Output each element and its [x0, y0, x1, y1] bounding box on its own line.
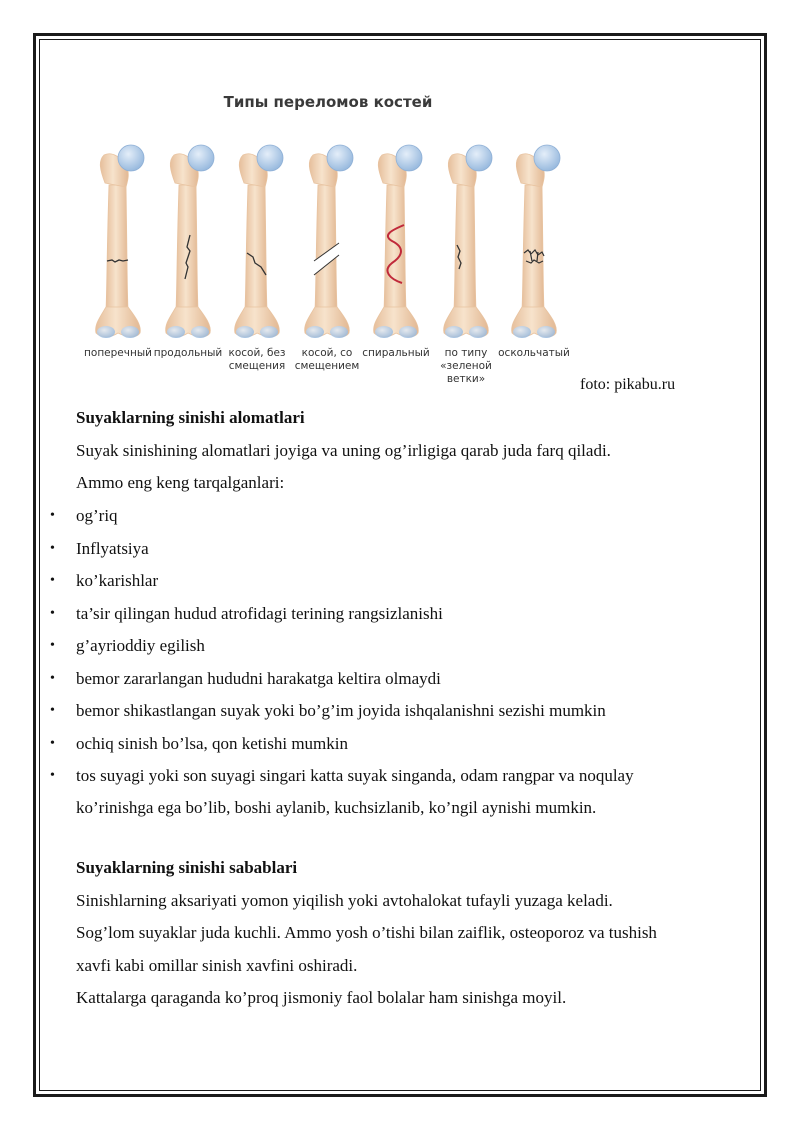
section2-line3: xavfi kabi omillar sinish xavfini oshiradi.: [76, 956, 358, 975]
bullet-marker: •: [50, 638, 55, 653]
bullet-marker: •: [50, 541, 55, 556]
list-item: og’riq: [76, 506, 118, 525]
bullet-continuation: ko’rinishga ega bo’lib, boshi aylanib, kuchsizlanib, ko’ngil aynishi mumkin.: [76, 798, 597, 817]
bone-label-line: оскольчатый: [498, 347, 570, 359]
bone-label-line: косой, со: [301, 347, 353, 359]
bone-label-line: продольный: [153, 347, 223, 359]
section2-line2: Sog’lom suyaklar juda kuchli. Ammo yosh o’tishi bilan zaiflik, osteoporoz va tushish: [76, 923, 657, 942]
bone-label-line: поперечный: [84, 347, 152, 359]
bullet-marker: •: [50, 508, 55, 523]
bone-label-line: спиральный: [362, 347, 430, 359]
list-item: bemor zararlangan hududni harakatga keltira olmaydi: [76, 669, 441, 688]
bullet-marker: •: [50, 768, 55, 783]
section1-intro-line1: Suyak sinishining alomatlari joyiga va uning og’irligiga qarab juda farq qiladi.: [76, 441, 611, 460]
bone-6: [444, 145, 492, 338]
bone-label: [489, 347, 579, 360]
bullet-marker: •: [50, 671, 55, 686]
bullet-marker: •: [50, 736, 55, 751]
section2-line1: Sinishlarning aksariyati yomon yiqilish yoki avtohalokat tufayli yuzaga keladi.: [76, 891, 613, 910]
bone-label-line: «зеленой ветки»: [440, 360, 492, 385]
list-item: ta’sir qilingan hudud atrofidagi terining rangsizlanishi: [76, 604, 443, 623]
list-item: g’ayrioddiy egilish: [76, 636, 205, 655]
list-item: ko’karishlar: [76, 571, 159, 590]
bullet-marker: •: [50, 573, 55, 588]
figure-title: Типы переломов костей: [223, 93, 433, 111]
bone-4: [305, 145, 353, 338]
bone-5: [374, 145, 422, 338]
bone-label-line: смещения: [228, 360, 286, 372]
section1-heading: Suyaklarning sinishi alomatlari: [76, 408, 305, 427]
photo-credit: foto: pikabu.ru: [580, 376, 676, 393]
bones-illustration: [78, 85, 578, 345]
bone-2: [166, 145, 214, 338]
list-item: ochiq sinish bo’lsa, qon ketishi mumkin: [76, 734, 348, 753]
bone-label-line: по типу: [444, 347, 488, 359]
bullet-marker: •: [50, 606, 55, 621]
section2-line4: Kattalarga qaraganda ko’proq jismoniy faol bolalar ham sinishga moyil.: [76, 988, 567, 1007]
list-item: Inflyatsiya: [76, 539, 149, 558]
fracture-types-figure: [78, 85, 578, 385]
bone-label-line: смещением: [294, 360, 360, 372]
section1-intro-line2: Ammo eng keng tarqalganlari:: [76, 473, 285, 492]
list-item: tos suyagi yoki son suyagi singari katta suyak singanda, odam rangpar va noqulay: [76, 766, 634, 785]
bone-3: [235, 145, 283, 338]
list-item: bemor shikastlangan suyak yoki bo’g’im joyida ishqalanishni sezishi mumkin: [76, 701, 606, 720]
bullet-marker: •: [50, 703, 55, 718]
section2-heading: Suyaklarning sinishi sabablari: [76, 858, 298, 877]
bone-1: [96, 145, 144, 338]
bone-label-line: косой, без: [228, 347, 286, 359]
bone-7: [512, 145, 560, 338]
